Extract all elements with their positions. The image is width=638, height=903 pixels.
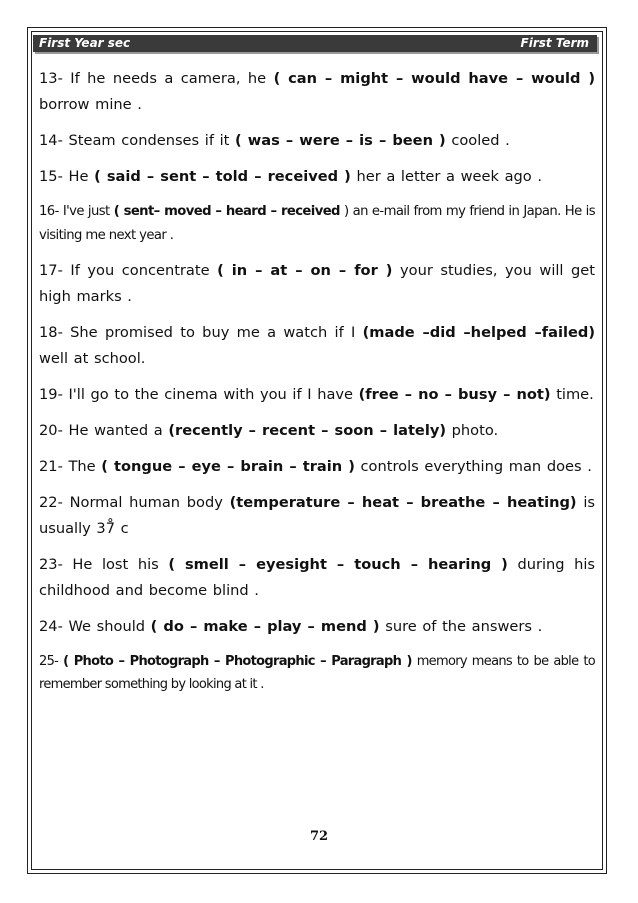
question-16: 16- I've just ( sent– moved – heard – received ) an e-mail from my friend in Japan. He is visiting me next year .: [39, 204, 596, 243]
question-23: 23- He lost his ( smell – eyesight – touch – hearing ) during his childhood and become blind .: [39, 556, 595, 599]
options: (made –did –helped –failed): [362, 324, 596, 341]
options: ( tongue – eye – brain – train ): [101, 458, 355, 475]
options: ( smell – eyesight – touch – hearing ): [168, 556, 508, 573]
options: ( Photo – Photograph – Photographic – Paragraph ): [63, 654, 412, 669]
options: (free – no – busy – not): [358, 386, 551, 403]
page-number: 72: [309, 829, 329, 844]
question-14: 14- Steam condenses if it ( was – were – is – been ) cooled .: [39, 132, 510, 149]
question-18: 18- She promised to buy me a watch if I (made –did –helped –failed) well at school.: [39, 324, 596, 367]
question-13: 13- If he needs a camera, he ( can – might – would have – would ) borrow mine .: [39, 70, 596, 113]
options: ( said – sent – told – received ): [94, 168, 351, 185]
header-left: First Year sec: [39, 36, 131, 50]
options: ( was – were – is – been ): [235, 132, 446, 149]
questions-list: [39, 66, 595, 696]
options: ( in – at – on – for ): [217, 262, 393, 279]
options: ( can – might – would have – would ): [273, 70, 596, 87]
question-24: 24- We should ( do – make – play – mend ) sure of the answers .: [39, 618, 543, 635]
options: ( sent– moved – heard – received: [113, 204, 340, 219]
options: ( do – make – play – mend ): [150, 618, 380, 635]
question-22: 22- Normal human body (temperature – heat – breathe – heating) is usually 37̊ c: [39, 494, 596, 537]
header-right: First Term: [520, 36, 589, 50]
question-20: 20- He wanted a (recently – recent – soon – lately) photo.: [39, 422, 499, 439]
question-21: 21- The ( tongue – eye – brain – train ) controls everything man does .: [39, 458, 592, 475]
question-15: 15- He ( said – sent – told – received ) her a letter a week ago .: [39, 168, 543, 185]
options: (temperature – heat – breathe – heating): [229, 494, 577, 511]
options: (recently – recent – soon – lately): [168, 422, 447, 439]
question-17: 17- If you concentrate ( in – at – on – for ) your studies, you will get high marks .: [39, 262, 595, 305]
question-25: 25- ( Photo – Photograph – Photographic – Paragraph ) memory means to be able to remember something by looking at it .: [39, 654, 595, 692]
page-header: [33, 35, 597, 52]
question-19: 19- I'll go to the cinema with you if I have (free – no – busy – not) time.: [39, 386, 594, 403]
